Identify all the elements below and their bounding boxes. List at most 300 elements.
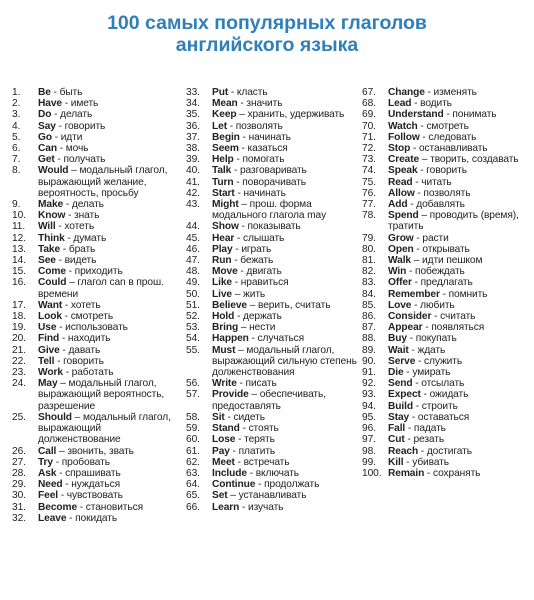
list-item: [362, 389, 532, 400]
item-text: [212, 378, 358, 389]
list-item: [362, 210, 532, 232]
english-verb: Talk: [212, 165, 232, 177]
item-text: [212, 98, 358, 109]
russian-translation: - предлагать: [411, 277, 473, 289]
item-text: [212, 412, 358, 423]
english-verb: Fall: [388, 423, 406, 435]
list-item: [186, 434, 358, 445]
russian-translation: - хотеть: [62, 299, 101, 311]
list-item: [186, 311, 358, 322]
item-text: [388, 177, 532, 188]
item-number: 55.: [186, 344, 200, 356]
english-verb: Move: [212, 266, 238, 278]
english-verb: Could: [38, 277, 67, 289]
item-text: [212, 233, 358, 244]
list-item: [186, 121, 358, 132]
list-item: [362, 378, 532, 389]
list-item: [362, 333, 532, 344]
item-number: 34.: [186, 98, 200, 110]
list-item: [12, 513, 182, 524]
item-text: [38, 199, 182, 210]
item-text: [388, 356, 532, 367]
list-item: [186, 378, 358, 389]
english-verb: Think: [38, 232, 65, 244]
item-text: [388, 300, 532, 311]
english-verb: Run: [212, 255, 232, 267]
russian-translation: - спрашивать: [56, 467, 121, 479]
russian-translation: - платить: [229, 445, 276, 457]
english-verb: Hold: [212, 311, 235, 323]
item-number: 6.: [12, 143, 21, 155]
list-item: [362, 401, 532, 412]
list-item: [186, 154, 358, 165]
item-text: [212, 266, 358, 277]
list-item: [186, 446, 358, 457]
russian-translation: – модальный глагол, выражающий долженствование: [38, 411, 171, 446]
item-number: 72.: [362, 143, 376, 155]
item-text: [38, 446, 182, 457]
item-number: 11.: [12, 221, 26, 233]
item-text: [38, 87, 182, 98]
russian-translation: - показывать: [238, 221, 301, 233]
russian-translation: - покупать: [406, 333, 457, 345]
verb-column-2: [186, 87, 358, 513]
russian-translation: - хотеть: [55, 221, 95, 233]
item-text: [388, 277, 532, 288]
russian-translation: - падать: [405, 423, 446, 435]
english-verb: Add: [388, 199, 408, 211]
russian-translation: - идти: [51, 131, 83, 143]
russian-translation: - отсылать: [412, 378, 465, 390]
english-verb: Grow: [388, 232, 414, 244]
item-number: 16.: [12, 277, 26, 289]
english-verb: Follow: [388, 131, 420, 143]
item-number: 65.: [186, 490, 200, 502]
english-verb: Will: [38, 221, 56, 233]
item-text: [212, 446, 358, 457]
list-item: [362, 244, 532, 255]
russian-translation: - нравиться: [232, 277, 289, 289]
english-verb: Leave: [38, 512, 67, 524]
item-number: 28.: [12, 467, 26, 479]
item-text: [388, 244, 532, 255]
english-verb: Die: [388, 367, 404, 379]
russian-translation: - двигать: [237, 266, 282, 278]
russian-translation: - играть: [232, 243, 272, 255]
item-number: 79.: [362, 232, 376, 244]
item-number: 98.: [362, 445, 376, 457]
english-verb: Stay: [388, 411, 410, 423]
list-item: [362, 345, 532, 356]
item-text: [212, 165, 358, 176]
russian-translation: - изучать: [239, 501, 284, 513]
list-item: [362, 177, 532, 188]
russian-translation: - изменять: [424, 87, 477, 98]
english-verb: Become: [38, 501, 78, 513]
list-item: [12, 468, 182, 479]
item-number: 20.: [12, 333, 26, 345]
list-item: [362, 143, 532, 154]
item-text: [212, 490, 358, 501]
list-item: [362, 87, 532, 98]
list-item: [12, 311, 182, 322]
item-number: 86.: [362, 311, 376, 323]
english-verb: Feel: [38, 490, 58, 502]
item-text: [388, 165, 532, 176]
english-verb: Help: [212, 154, 234, 166]
russian-translation: - понимать: [443, 109, 497, 121]
english-verb: Turn: [212, 176, 234, 188]
russian-translation: – жить: [232, 288, 266, 300]
item-number: 40.: [186, 165, 200, 177]
russian-translation: - строить: [412, 400, 458, 412]
item-number: 61.: [186, 445, 200, 457]
russian-translation: - помогать: [233, 154, 285, 166]
english-verb: Provide: [212, 389, 249, 401]
item-number: 63.: [186, 467, 200, 479]
item-text: [388, 132, 532, 143]
english-verb: Know: [38, 210, 66, 222]
item-number: 10.: [12, 210, 26, 222]
russian-translation: – модальный глагол, выражающий сильную степень долженствования: [212, 344, 357, 379]
item-number: 22.: [12, 355, 26, 367]
item-number: 14.: [12, 255, 26, 267]
item-number: 1.: [12, 87, 21, 98]
russian-translation: – глагол can в прош. времени: [38, 277, 164, 300]
english-verb: Be: [38, 87, 51, 98]
item-number: 39.: [186, 154, 200, 166]
russian-translation: - видеть: [55, 255, 97, 267]
item-number: 3.: [12, 109, 21, 121]
russian-translation: - делать: [51, 109, 93, 121]
item-number: 44.: [186, 221, 200, 233]
item-text: [388, 457, 532, 468]
list-item: [186, 255, 358, 266]
list-item: [12, 199, 182, 210]
item-text: [38, 143, 182, 154]
item-text: [38, 457, 182, 468]
russian-translation: - позволять: [226, 120, 283, 132]
russian-translation: - быть: [50, 87, 83, 98]
russian-translation: - считать: [431, 311, 476, 323]
item-text: [38, 109, 182, 120]
russian-translation: - служить: [415, 355, 463, 367]
english-verb: Do: [38, 109, 52, 121]
english-verb: Must: [212, 344, 236, 356]
english-verb: Build: [388, 400, 413, 412]
item-text: [388, 468, 532, 479]
list-item: [186, 479, 358, 490]
russian-translation: – устанавливать: [227, 490, 307, 502]
english-verb: Speak: [388, 165, 418, 177]
list-item: [12, 143, 182, 154]
english-verb: Live: [212, 288, 232, 300]
list-item: [12, 109, 182, 120]
list-item: [12, 132, 182, 143]
english-verb: Have: [38, 98, 62, 110]
list-item: [362, 289, 532, 300]
russian-translation: - становиться: [77, 501, 143, 513]
english-verb: Play: [212, 243, 233, 255]
english-verb: Meet: [212, 456, 235, 468]
russian-translation: - говорить: [55, 120, 106, 132]
list-item: [362, 434, 532, 445]
english-verb: Happen: [212, 333, 249, 345]
item-number: 25.: [12, 411, 26, 423]
item-text: [38, 513, 182, 524]
russian-translation: – модальный глагол, выражающий вероятность, разрешение: [38, 378, 165, 412]
item-text: [212, 143, 358, 154]
russian-translation: - казаться: [238, 143, 288, 155]
item-number: 89.: [362, 344, 376, 356]
english-verb: Begin: [212, 131, 240, 143]
russian-translation: - мочь: [56, 143, 89, 155]
item-text: [38, 300, 182, 311]
english-verb: Need: [38, 479, 63, 491]
list-item: [362, 154, 532, 165]
item-text: [38, 356, 182, 367]
list-item: [12, 221, 182, 232]
list-item: [12, 233, 182, 244]
item-number: 21.: [12, 344, 26, 356]
item-text: [38, 322, 182, 333]
russian-translation: - нуждаться: [62, 479, 120, 491]
russian-translation: - читать: [412, 176, 452, 188]
item-text: [212, 132, 358, 143]
russian-translation: - держать: [234, 311, 282, 323]
russian-translation: – верить, считать: [246, 299, 331, 311]
item-text: [388, 378, 532, 389]
english-verb: Make: [38, 199, 64, 211]
list-item: [12, 322, 182, 333]
item-number: 42.: [186, 187, 200, 199]
list-item: [12, 121, 182, 132]
english-verb: See: [38, 255, 56, 267]
list-item: [12, 333, 182, 344]
list-item: [186, 199, 358, 221]
russian-translation: - умирать: [403, 367, 451, 379]
english-verb: Seem: [212, 143, 239, 155]
english-verb: Include: [212, 467, 247, 479]
item-number: 58.: [186, 411, 200, 423]
item-text: [212, 389, 358, 411]
list-item: [12, 154, 182, 165]
item-text: [38, 98, 182, 109]
item-text: [212, 199, 358, 221]
item-text: [388, 412, 532, 423]
list-item: [12, 277, 182, 299]
item-number: 7.: [12, 154, 21, 166]
item-number: 96.: [362, 423, 376, 435]
russian-translation: - любить: [411, 299, 455, 311]
list-item: [362, 165, 532, 176]
item-number: 51.: [186, 299, 200, 311]
item-number: 100.: [362, 467, 382, 479]
list-item: [186, 221, 358, 232]
title-line-2: английского языка: [175, 34, 359, 56]
english-verb: Get: [38, 154, 55, 166]
english-verb: Appear: [388, 322, 423, 334]
item-text: [38, 468, 182, 479]
item-number: 29.: [12, 479, 26, 491]
item-text: [388, 423, 532, 434]
item-number: 68.: [362, 98, 376, 110]
english-verb: Mean: [212, 98, 238, 110]
list-item: [362, 277, 532, 288]
list-item: [362, 322, 532, 333]
english-verb: Continue: [212, 479, 256, 491]
english-verb: Kill: [388, 456, 404, 468]
verb-column-1: [12, 87, 182, 524]
russian-translation: - значить: [237, 98, 283, 110]
english-verb: Create: [388, 154, 420, 166]
list-item: [12, 479, 182, 490]
item-text: [212, 468, 358, 479]
english-verb: Remember: [388, 288, 440, 300]
list-item: [186, 412, 358, 423]
russian-translation: - продолжать: [255, 479, 320, 491]
item-number: 52.: [186, 311, 200, 323]
item-text: [388, 199, 532, 210]
english-verb: Win: [388, 266, 407, 278]
item-number: 57.: [186, 389, 200, 401]
item-text: [38, 479, 182, 490]
list-item: [186, 266, 358, 277]
english-verb: Expect: [388, 389, 421, 401]
item-number: 8.: [12, 165, 21, 177]
item-text: [38, 154, 182, 165]
item-text: [212, 121, 358, 132]
item-number: 46.: [186, 243, 200, 255]
russian-translation: - знать: [65, 210, 100, 222]
list-item: [12, 412, 182, 446]
russian-translation: - работать: [62, 367, 114, 379]
item-number: 9.: [12, 199, 21, 211]
list-item: [186, 345, 358, 379]
list-item: [362, 412, 532, 423]
item-text: [388, 255, 532, 266]
english-verb: Read: [388, 176, 413, 188]
item-number: 97.: [362, 434, 376, 446]
item-text: [212, 479, 358, 490]
item-text: [388, 446, 532, 457]
english-verb: Believe: [212, 299, 247, 311]
russian-translation: - сохранять: [424, 467, 481, 479]
list-item: [362, 311, 532, 322]
russian-translation: - помнить: [439, 288, 488, 300]
item-number: 5.: [12, 131, 21, 143]
russian-translation: - начинать: [234, 187, 286, 199]
item-number: 88.: [362, 333, 376, 345]
item-text: [38, 311, 182, 322]
list-item: [12, 255, 182, 266]
english-verb: Go: [38, 131, 52, 143]
item-text: [212, 502, 358, 513]
russian-translation: - расти: [413, 232, 449, 244]
item-text: [38, 490, 182, 501]
item-number: 90.: [362, 355, 376, 367]
english-verb: Change: [388, 87, 425, 98]
list-item: [362, 457, 532, 468]
english-verb: May: [38, 378, 58, 390]
english-verb: Would: [38, 165, 69, 177]
english-verb: Learn: [212, 501, 240, 513]
russian-translation: - думать: [64, 232, 107, 244]
list-item: [186, 277, 358, 288]
item-text: [212, 188, 358, 199]
item-number: 50.: [186, 288, 200, 300]
english-verb: Say: [38, 120, 56, 132]
english-verb: Call: [38, 445, 57, 457]
english-verb: Tell: [38, 355, 55, 367]
item-text: [212, 87, 358, 98]
english-verb: Hear: [212, 232, 235, 244]
item-number: 64.: [186, 479, 200, 491]
item-text: [388, 434, 532, 445]
list-item: [186, 502, 358, 513]
list-item: [12, 446, 182, 457]
russian-translation: - открывать: [413, 243, 470, 255]
english-verb: Wait: [388, 344, 409, 356]
list-item: [186, 132, 358, 143]
english-verb: Want: [38, 299, 63, 311]
item-text: [212, 109, 358, 120]
item-text: [212, 457, 358, 468]
verb-column-3: [362, 87, 532, 479]
list-item: [12, 244, 182, 255]
english-verb: Work: [38, 367, 63, 379]
item-text: [38, 221, 182, 232]
item-number: 45.: [186, 232, 200, 244]
russian-translation: – творить, создавать: [419, 154, 519, 166]
item-text: [38, 333, 182, 344]
russian-translation: - иметь: [61, 98, 99, 110]
item-number: 76.: [362, 187, 376, 199]
item-number: 99.: [362, 456, 376, 468]
list-item: [12, 165, 182, 199]
russian-translation: - позволять: [414, 187, 471, 199]
english-verb: Remain: [388, 467, 425, 479]
english-verb: Should: [38, 411, 72, 423]
russian-translation: - случаться: [248, 333, 305, 345]
english-verb: Open: [388, 243, 414, 255]
russian-translation: - слышать: [234, 232, 285, 244]
english-verb: Serve: [388, 355, 416, 367]
list-item: [186, 333, 358, 344]
list-item: [362, 266, 532, 277]
list-item: [12, 490, 182, 501]
english-verb: Use: [38, 322, 57, 334]
russian-translation: - давать: [59, 344, 101, 356]
item-number: 82.: [362, 266, 376, 278]
list-item: [186, 289, 358, 300]
russian-translation: - бежать: [231, 255, 274, 267]
item-number: 69.: [362, 109, 376, 121]
list-item: [186, 322, 358, 333]
russian-translation: - покидать: [66, 512, 118, 524]
english-verb: Show: [212, 221, 239, 233]
list-item: [362, 468, 532, 479]
russian-translation: - пробовать: [53, 456, 110, 468]
item-text: [388, 367, 532, 378]
item-number: 13.: [12, 243, 26, 255]
list-item: [186, 87, 358, 98]
item-text: [388, 154, 532, 165]
item-number: 24.: [12, 378, 26, 390]
list-item: [362, 300, 532, 311]
item-number: 91.: [362, 367, 376, 379]
english-verb: Send: [388, 378, 413, 390]
